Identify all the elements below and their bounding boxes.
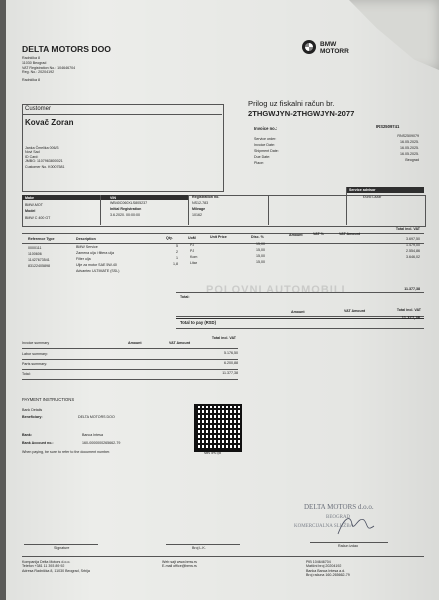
svg-text:KOMERCIJALNA SLUŽBA: KOMERCIJALNA SLUŽBA (294, 524, 354, 529)
invoice-page (6, 0, 439, 600)
list-item: BMW Service (76, 245, 98, 249)
to-pay-value: 11.377,38 (401, 315, 420, 320)
to-pay-label: Total to pay (RSD) (180, 320, 216, 325)
svg-text:DELTA MOTORS d.o.o.: DELTA MOTORS d.o.o. (304, 503, 374, 511)
total-value: 11.377,38 (404, 287, 420, 291)
make-label: Make (25, 196, 34, 200)
customer-label: Customer (25, 106, 52, 112)
col-vat-amount: VAT Amount (339, 232, 361, 236)
col-qty: Qty. (166, 236, 173, 240)
invoice-meta-labels: Service order: Invoice Date: Shipment Date: Due Date: Place: (254, 137, 279, 165)
initial-reg-label: Initial Registration (110, 207, 142, 211)
list-item: 83122405898 (28, 264, 50, 268)
svg-text:BEOGRAD: BEOGRAD (326, 515, 351, 520)
model-value: BMW C 400 GT (25, 216, 51, 220)
mileage-value: 10162 (192, 213, 202, 217)
list-item: 1100606 (28, 252, 42, 256)
list-item: Filter ulja (76, 257, 91, 261)
issued-by-label: Račun izdao (338, 544, 358, 548)
advisor-label: Service advisor (349, 188, 376, 192)
summary-hdr-vat: VAT Amount (169, 341, 191, 345)
list-item: 0000111 (28, 246, 42, 250)
invoice-no: IRS2509741 (376, 124, 400, 129)
list-item: Ulje za motor SAE 5W-40 (76, 263, 117, 267)
bank-value: Banca Intesa (82, 433, 103, 437)
col-amount: Amount (289, 233, 303, 237)
summary-total-value: 11.377,38 (222, 371, 238, 375)
beneficiary-label: Beneficiary: (22, 415, 43, 419)
labor-value: 5.176,50 (224, 351, 238, 355)
summary-total-label: Total: (22, 372, 31, 376)
handwritten-signature (336, 510, 376, 540)
totals-hdr-vat: VAT Amount (344, 309, 366, 313)
payment-note: When paying, be sure to refer to the document number. (22, 450, 111, 454)
payment-title: PAYMENT INSTRUCTIONS (22, 397, 75, 402)
vin-value: WB40C060XLS805237 (110, 201, 148, 205)
signature-label: Signature (54, 546, 70, 550)
col-vat: VAT % (313, 232, 324, 236)
item-descriptions (76, 244, 119, 274)
advisor-value: Đurić Lazar (363, 195, 382, 199)
item-disc: 15,00 15,00 15,00 15,00 (256, 242, 265, 264)
customer-name: Kovač Zoran (25, 118, 74, 127)
beneficiary-value: DELTA MOTORS DOO (78, 415, 115, 419)
invoice-title: Prilog uz fiskalni račun br. (248, 99, 335, 108)
initial-reg-value: 3.6.2020. 00:00:00 (110, 213, 140, 217)
mileage-label: Mileage (192, 207, 206, 211)
summary-hdr-total: Total incl. VAT (211, 336, 236, 340)
col-uom: UoM (188, 236, 196, 240)
watermark: POLOVNI AUTOMOBILI (206, 284, 346, 296)
account-label: Bank Account no.: (22, 441, 54, 445)
col-total: Total incl. VAT (395, 227, 420, 231)
payment-qr-code (194, 404, 242, 452)
brand-wordmark: BMW MOTORR (320, 41, 349, 55)
totals-hdr-amount: Amount (291, 310, 305, 314)
list-item: Zamena ulja i filtera ulja (76, 251, 114, 255)
parts-value: 6.200,88 (224, 361, 238, 365)
folded-corner (314, 0, 439, 70)
lk-label: Broj L.K. (192, 546, 206, 550)
item-refs (28, 245, 50, 269)
col-disc: Disc. % (251, 235, 264, 239)
col-unit-price: Unit Price (210, 235, 227, 239)
bank-details-label: Bank Details (22, 408, 43, 412)
parts-label: Parts summary: (22, 362, 48, 366)
col-reference: Reference Type (28, 237, 55, 241)
list-item: Advantec ULTIMATE (SSL) (76, 269, 120, 273)
qr-caption: NBS IPS QR (204, 451, 222, 455)
invoice-no-label: Invoice no.: (254, 126, 278, 131)
model-label: Model (25, 209, 36, 213)
invoice-meta-values: RNS2509079 16.05.2025. 16.05.2025. 16.05.2025. Beograd (397, 134, 419, 162)
company-name: DELTA MOTORS DOO (22, 44, 111, 54)
item-qty: 5 2 1 1,8 (173, 244, 178, 266)
summary-hdr-amount: Amount (128, 341, 142, 345)
item-totals: 3.697,50 1.479,00 2.554,86 3.646,02 (406, 237, 420, 259)
reg-value: NS12-783 (192, 201, 209, 205)
labor-label: Labor summary: (22, 352, 48, 356)
customer-details: Janka Čmelika 006/3 Novi Sad ID Card: JMBG: 1107963800021 Customer No. K0007581 (25, 146, 65, 169)
invoice-fiscal-number: 2THGWJYN-2THGWJYN-2077 (248, 109, 355, 118)
total-label: Total: (180, 295, 190, 299)
make-value: BMW-MOT (25, 203, 43, 207)
footer-company: Kompanija Delta Motors d.o.o. Telefon +381 11 393 89 92 Adresa Radnička 8, 11030 Beograd, Srbija (22, 560, 90, 573)
vin-label: VIN (110, 196, 116, 200)
item-uom: PJ PJ Kom Litar (190, 243, 198, 265)
col-description: Description (76, 237, 96, 241)
reg-label: Registration no. (192, 195, 220, 199)
list-item: 11427673541 (28, 258, 50, 262)
company-address: Radnička 8 11030 Beograd VAT Registration No.: 104646704 Reg. No.: 20204192 Radnička 8 (22, 56, 76, 82)
summary-title: Invoice summary (22, 341, 50, 345)
totals-hdr-total: Total incl. VAT (396, 308, 421, 312)
footer-contact: Web sajt www.bmw.rs E-mail office@bmw.rs (162, 560, 197, 569)
bank-label: Bank: (22, 433, 32, 437)
bmw-logo-icon (302, 40, 316, 54)
account-value: 160-0000000265662-79 (82, 441, 121, 445)
customer-divider (22, 114, 222, 115)
footer-legal: PIB 104646704 Matični broj 20204192 Banka Banca Intesa a.d. Broj računa 160-265662-79 (306, 560, 350, 578)
